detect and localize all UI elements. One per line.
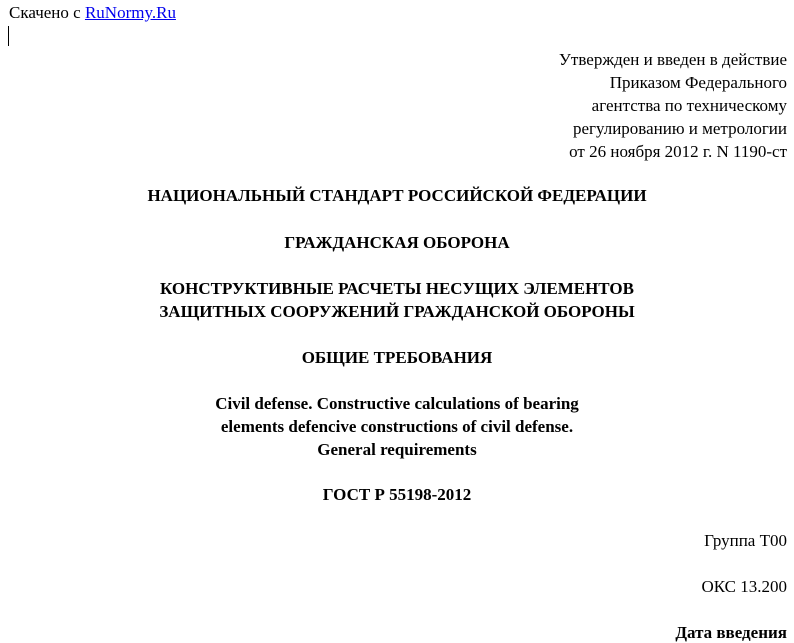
english-title-line: General requirements (317, 440, 477, 459)
approval-line: агентства по техническому (591, 96, 787, 115)
calculations-heading (0, 277, 794, 323)
oks-code: ОКС 13.200 (701, 577, 787, 596)
introduction-date-label: Дата введения (675, 623, 787, 642)
national-standard-heading: НАЦИОНАЛЬНЫЙ СТАНДАРТ РОССИЙСКОЙ ФЕДЕРАЦИИ (147, 186, 647, 205)
text-cursor (8, 26, 9, 46)
source-link[interactable]: RuNormy.Ru (84, 3, 176, 22)
calculations-heading-line: КОНСТРУКТИВНЫЕ РАСЧЕТЫ НЕСУЩИХ ЭЛЕМЕНТОВ (160, 279, 634, 298)
general-requirements-heading: ОБЩИЕ ТРЕБОВАНИЯ (301, 348, 493, 367)
source-prefix: Скачено с (9, 3, 85, 22)
english-title-line: elements defencive constructions of civil defense. (220, 417, 574, 436)
approval-line: от 26 ноября 2012 г. N 1190-ст (569, 142, 787, 161)
source-line (9, 3, 176, 23)
group-code: Группа Т00 (704, 531, 787, 550)
civil-defense-heading: ГРАЖДАНСКАЯ ОБОРОНА (284, 233, 510, 252)
calculations-heading-line: ЗАЩИТНЫХ СООРУЖЕНИЙ ГРАЖДАНСКОЙ ОБОРОНЫ (159, 302, 635, 321)
gost-number: ГОСТ Р 55198-2012 (322, 485, 472, 504)
approval-block (467, 48, 787, 163)
approval-line: Приказом Федерального (609, 73, 787, 92)
english-title (0, 392, 794, 461)
approval-line: регулированию и метрологии (572, 119, 787, 138)
approval-line: Утвержден и введен в действие (558, 50, 787, 69)
english-title-line: Civil defense. Constructive calculations of bearing (215, 394, 579, 413)
